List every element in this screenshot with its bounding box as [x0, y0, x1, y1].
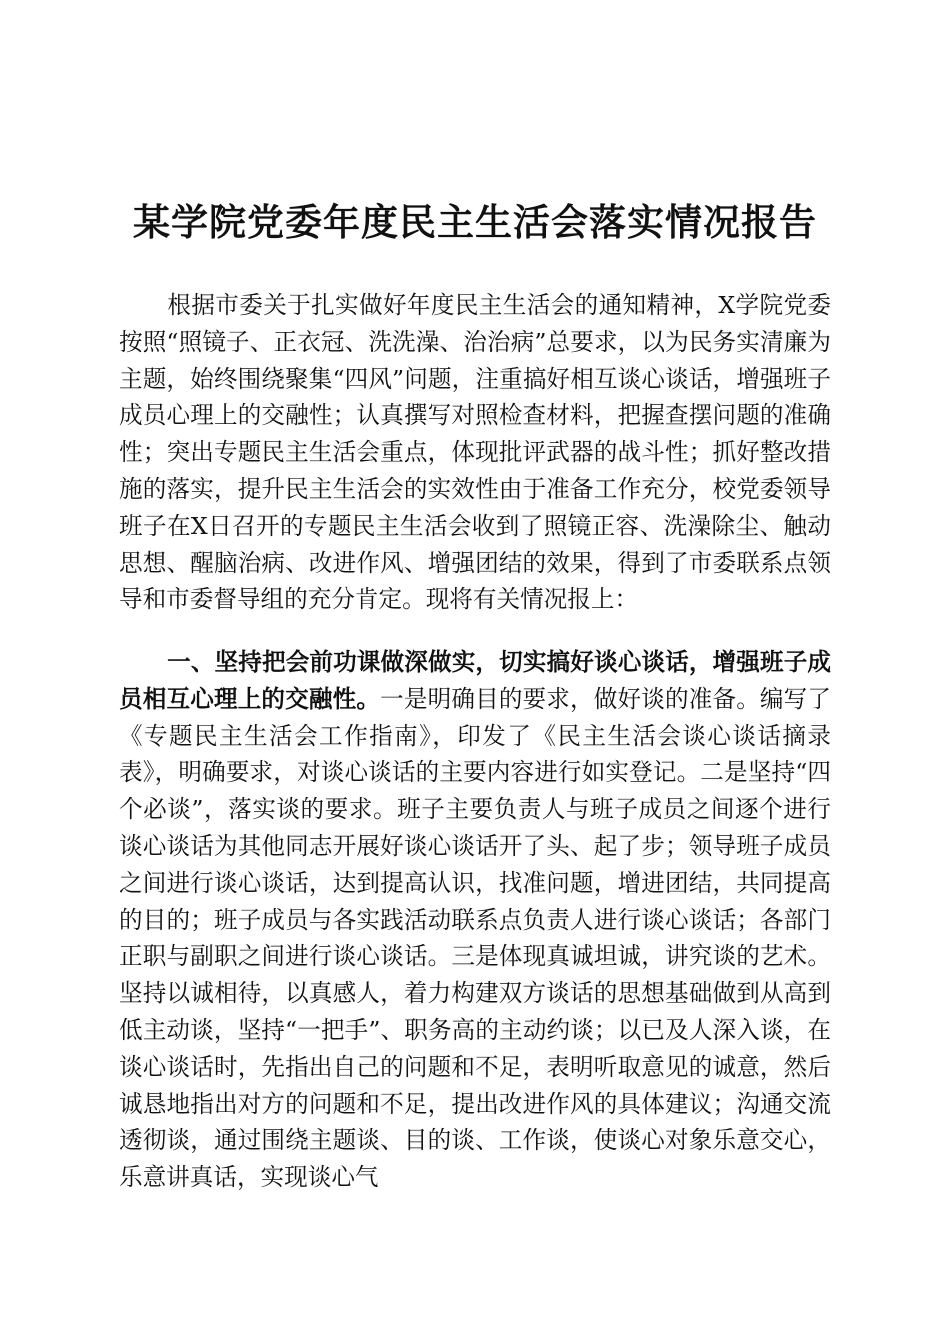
document-title: 某学院党委年度民主生活会落实情况报告 — [133, 200, 817, 244]
section-one-text: 一是明确目的要求，做好谈的准备。编写了《专题民主生活会工作指南》，印发了《民主生活会谈心谈话摘录表》，明确要求，对谈心谈话的主要内容进行如实登记。二是坚持“四个必谈”，落实谈的要求。班子主要负责人与班子成员之间逐个进行谈心谈话为其他同志开展好谈心谈话开了头、起了步；领导班子成员之间进行谈心谈话，达到提高认识，找准问题，增进团结，共同提高的目的；班子成员与各实践活动联系点负责人进行谈心谈话；各部门正职与副职之间进行谈心谈话。三是体现真诚坦诚，讲究谈的艺术。坚持以诚相待，以真感人，着力构建双方谈话的思想基础做到从高到低主动谈，坚持“一把手”、职务高的主动约谈；以已及人深入谈，在谈心谈话时，先指出自己的问题和不足，表明听取意见的诚意，然后诚恳地指出对方的问题和不足，提出改进作风的具体建议；沟通交流透彻谈，通过围绕主题谈、目的谈、工作谈，使谈心对象乐意交心，乐意讲真话，实现谈心气 — [119, 684, 832, 1192]
section-one-heading: 一、坚持把会前功课做深做实，切实搞好谈心谈话，增强班子成员相互心理上的交融性。 — [119, 648, 831, 713]
intro-paragraph-text: 根据市委关于扎实做好年度民主生活会的通知精神，X学院党委按照“照镜子、正衣冠、洗洗澡、治治病”总要求，以为民务实清廉为主题，始终围绕聚集“四风”问题，注重搞好相互谈心谈话，增强班子成员心理上的交融性；认真撰写对照检查材料，把握查摆问题的准确性；突出专题民主生活会重点，体现批评武器的战斗性；抓好整改措施的落实，提升民主生活会的实效性由于准备工作充分，校党委领导班子在X日召开的专题民主生活会收到了照镜正容、洗澡除尘、触动思想、醒脑治病、改进作风、增强团结的效果，得到了市委联系点领导和市委督导组的充分肯定。现将有关情况报上： — [119, 291, 831, 614]
section-one-paragraph — [119, 644, 831, 1196]
intro-paragraph — [119, 287, 831, 618]
